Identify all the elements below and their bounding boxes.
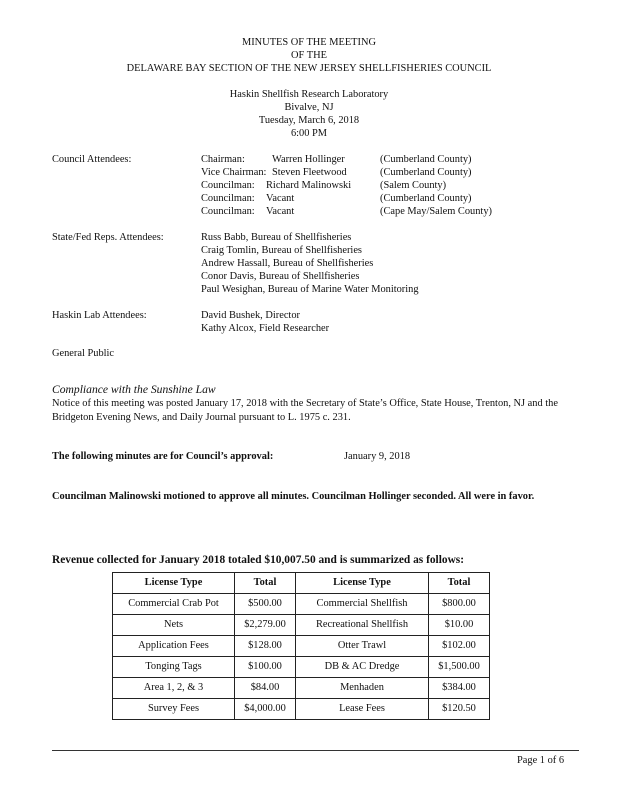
table-cell: $10.00 xyxy=(429,615,490,636)
council-name: Steven Fleetwood xyxy=(272,167,347,178)
state-rep-person: Russ Babb, Bureau of Shellfisheries xyxy=(201,232,352,243)
council-role: Councilman: xyxy=(201,206,255,217)
table-cell: $2,279.00 xyxy=(235,615,296,636)
table-header-cell: License Type xyxy=(113,573,235,594)
council-county: (Salem County) xyxy=(380,180,447,191)
table-cell: $100.00 xyxy=(235,657,296,678)
table-cell: Recreational Shellfish xyxy=(296,615,429,636)
table-cell: Otter Trawl xyxy=(296,636,429,657)
table-row xyxy=(113,699,490,720)
table-cell: Area 1, 2, & 3 xyxy=(113,678,235,699)
table-row xyxy=(113,615,490,636)
table-cell: Commercial Shellfish xyxy=(296,594,429,615)
table-cell: $500.00 xyxy=(235,594,296,615)
table-cell: Tonging Tags xyxy=(113,657,235,678)
meeting-time: 6:00 PM xyxy=(290,128,328,139)
state-rep-person: Andrew Hassall, Bureau of Shellfisheries xyxy=(201,258,374,269)
haskin-person: Kathy Alcox, Field Researcher xyxy=(201,323,330,334)
council-name: Richard Malinowski xyxy=(266,180,352,191)
state-rep-person: Conor Davis, Bureau of Shellfisheries xyxy=(201,271,360,282)
table-row xyxy=(113,678,490,699)
meeting-date: Tuesday, March 6, 2018 xyxy=(258,115,360,126)
table-cell: $800.00 xyxy=(429,594,490,615)
council-county: (Cumberland County) xyxy=(380,193,472,204)
table-header-row xyxy=(113,573,490,594)
council-role: Vice Chairman: xyxy=(201,167,267,178)
table-header-cell: Total xyxy=(235,573,296,594)
table-cell: Lease Fees xyxy=(296,699,429,720)
table-cell: $1,500.00 xyxy=(429,657,490,678)
sunshine-paragraph: Notice of this meeting was posted January 17, 2018 with the Secretary of State’s Office, State House, Trenton, NJ and the Bridgeton Evening News, and Daily Journal pursuant to L. 1975 c. 231. xyxy=(52,398,558,423)
sunshine-heading: Compliance with the Sunshine Law xyxy=(52,383,216,396)
council-county: (Cape May/Salem County) xyxy=(380,206,492,217)
table-cell: Menhaden xyxy=(296,678,429,699)
revenue-table xyxy=(112,572,490,720)
table-cell: $102.00 xyxy=(429,636,490,657)
council-name: Warren Hollinger xyxy=(272,154,345,165)
approval-label: The following minutes are for Council’s approval: xyxy=(52,451,274,462)
state-rep-person: Paul Wesighan, Bureau of Marine Water Monitoring xyxy=(201,284,419,295)
page-number: Page 1 of 6 xyxy=(517,755,565,766)
table-cell: Survey Fees xyxy=(113,699,235,720)
haskin-label: Haskin Lab Attendees: xyxy=(52,310,147,321)
meeting-town: Bivalve, NJ xyxy=(284,102,334,113)
state-rep-person: Craig Tomlin, Bureau of Shellfisheries xyxy=(201,245,362,256)
table-row xyxy=(113,594,490,615)
council-attendees-label: Council Attendees: xyxy=(52,154,132,165)
meeting-location: Haskin Shellfish Research Laboratory xyxy=(229,89,389,100)
title-line-2: OF THE xyxy=(291,50,327,61)
motion-paragraph: Councilman Malinowski motioned to approve all minutes. Councilman Hollinger seconded. All were in favor. xyxy=(52,491,535,502)
title-line-1: MINUTES OF THE MEETING xyxy=(241,37,376,48)
table-cell: $84.00 xyxy=(235,678,296,699)
table-cell: $384.00 xyxy=(429,678,490,699)
title-line-3: DELAWARE BAY SECTION OF THE NEW JERSEY SHELLFISHERIES COUNCIL xyxy=(126,63,492,74)
table-header-cell: License Type xyxy=(296,573,429,594)
table-cell: $120.50 xyxy=(429,699,490,720)
general-public-label: General Public xyxy=(52,348,115,359)
council-county: (Cumberland County) xyxy=(380,167,472,178)
table-cell: DB & AC Dredge xyxy=(296,657,429,678)
table-cell: Nets xyxy=(113,615,235,636)
table-cell: $4,000.00 xyxy=(235,699,296,720)
approval-date: January 9, 2018 xyxy=(344,451,411,462)
table-cell: $128.00 xyxy=(235,636,296,657)
table-cell: Application Fees xyxy=(113,636,235,657)
footer-divider xyxy=(52,750,579,751)
state-reps-label: State/Fed Reps. Attendees: xyxy=(52,232,164,243)
council-role: Councilman: xyxy=(201,180,255,191)
table-row xyxy=(113,657,490,678)
council-role: Councilman: xyxy=(201,193,255,204)
council-role: Chairman: xyxy=(201,154,245,165)
revenue-heading: Revenue collected for January 2018 totaled $10,007.50 and is summarized as follows: xyxy=(52,554,465,566)
table-cell: Commercial Crab Pot xyxy=(113,594,235,615)
table-row xyxy=(113,636,490,657)
council-county: (Cumberland County) xyxy=(380,154,472,165)
haskin-person: David Bushek, Director xyxy=(201,310,300,321)
table-header-cell: Total xyxy=(429,573,490,594)
council-name: Vacant xyxy=(266,206,295,217)
council-name: Vacant xyxy=(266,193,295,204)
